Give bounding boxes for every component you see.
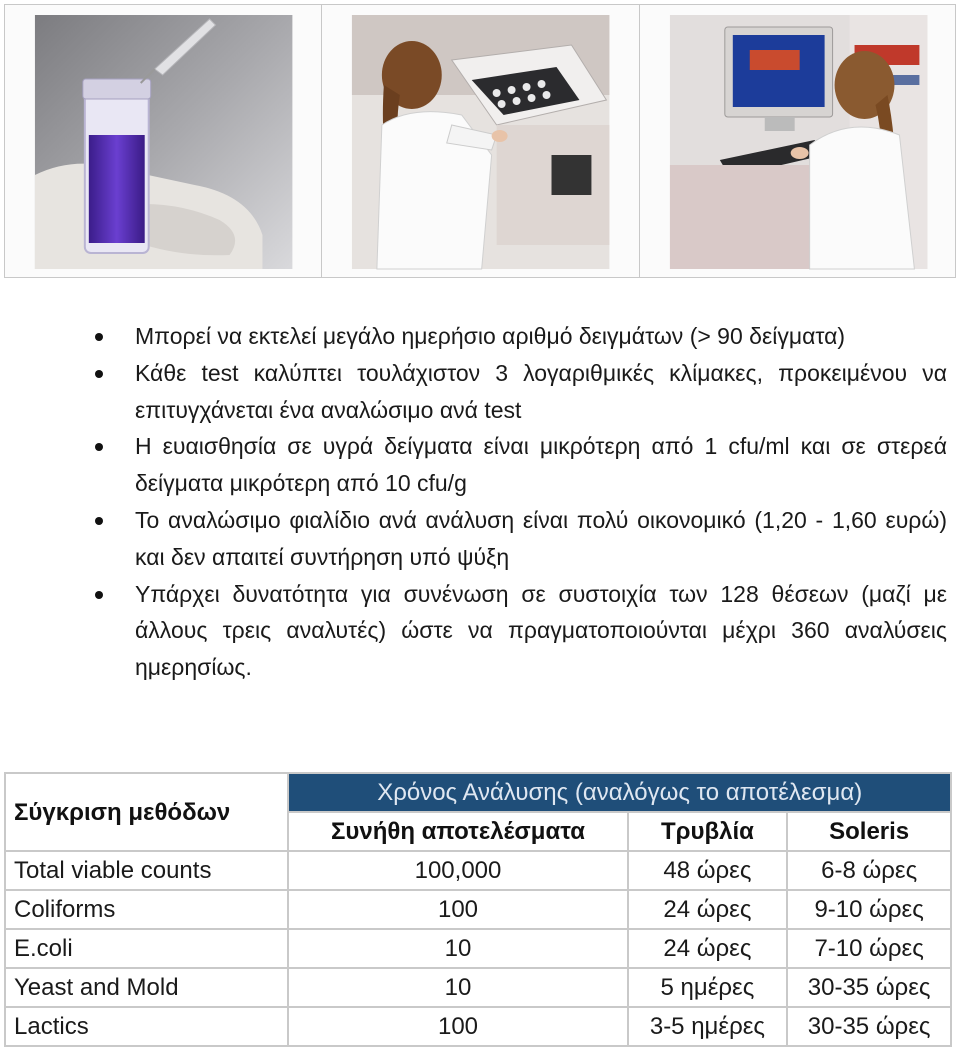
- table-cell: 48 ώρες: [628, 851, 788, 890]
- table-row: [5, 851, 951, 890]
- list-item: Η ευαισθησία σε υγρά δείγματα είναι μικρότερη από 1 cfu/ml και σε στερεά δείγματα μικρότερη από 10 cfu/g: [95, 428, 947, 502]
- table-cell: 6-8 ώρες: [787, 851, 951, 890]
- row-label: Coliforms: [5, 890, 288, 929]
- table-row: [5, 890, 951, 929]
- bullet-icon: [95, 443, 103, 451]
- list-item: Υπάρχει δυνατότητα για συνένωση σε συστοιχία των 128 θέσεων (μαζί με άλλους τρεις αναλυτές) ώστε να πραγματοποιούνται μέχρι 360 αναλύσεις ημερησίως.: [95, 576, 947, 686]
- table-cell: 100: [288, 1007, 627, 1046]
- row-label: Lactics: [5, 1007, 288, 1046]
- table-row: [5, 968, 951, 1007]
- bullet-icon: [95, 333, 103, 341]
- row-label: Yeast and Mold: [5, 968, 288, 1007]
- row-label: Total viable counts: [5, 851, 288, 890]
- bullet-icon: [95, 370, 103, 378]
- table-cell: 5 ημέρες: [628, 968, 788, 1007]
- comparison-table: [4, 772, 952, 1047]
- column-header: Soleris: [787, 812, 951, 851]
- table-cell: 3-5 ημέρες: [628, 1007, 788, 1046]
- lab-analyzer-photo: [322, 5, 639, 277]
- column-header: Συνήθη αποτελέσματα: [288, 812, 627, 851]
- row-label: E.coli: [5, 929, 288, 968]
- bullet-icon: [95, 591, 103, 599]
- lab-computer-photo: [640, 5, 955, 277]
- table-row: [5, 1007, 951, 1046]
- bullet-icon: [95, 517, 103, 525]
- column-header: Τρυβλία: [628, 812, 788, 851]
- list-item: Κάθε test καλύπτει τουλάχιστον 3 λογαριθμικές κλίμακες, προκειμένου να επιτυγχάνεται ένα αναλώσιμο ανά test: [95, 355, 947, 429]
- table-cell: 100,000: [288, 851, 627, 890]
- table-cell: 9-10 ώρες: [787, 890, 951, 929]
- table-cell: 10: [288, 929, 627, 968]
- table-cell: 10: [288, 968, 627, 1007]
- table-cell: 30-35 ώρες: [787, 1007, 951, 1046]
- table-cell: 30-35 ώρες: [787, 968, 951, 1007]
- table-cell: 100: [288, 890, 627, 929]
- sample-vial-photo: [5, 5, 322, 277]
- table-cell: 24 ώρες: [628, 929, 788, 968]
- table-corner-label: Σύγκριση μεθόδων: [5, 773, 288, 851]
- list-item: Το αναλώσιμο φιαλίδιο ανά ανάλυση είναι πολύ οικονομικό (1,20 - 1,60 ευρώ) και δεν απαιτεί συντήρηση υπό ψύξη: [95, 502, 947, 576]
- table-cell: 24 ώρες: [628, 890, 788, 929]
- table-row: [5, 929, 951, 968]
- table-cell: 7-10 ώρες: [787, 929, 951, 968]
- feature-list: [95, 318, 947, 686]
- list-item: Μπορεί να εκτελεί μεγάλο ημερήσιο αριθμό δειγμάτων (> 90 δείγματα): [95, 318, 947, 355]
- analysis-time-header: Χρόνος Ανάλυσης (αναλόγως το αποτέλεσμα): [288, 773, 951, 812]
- photo-strip: [4, 4, 956, 278]
